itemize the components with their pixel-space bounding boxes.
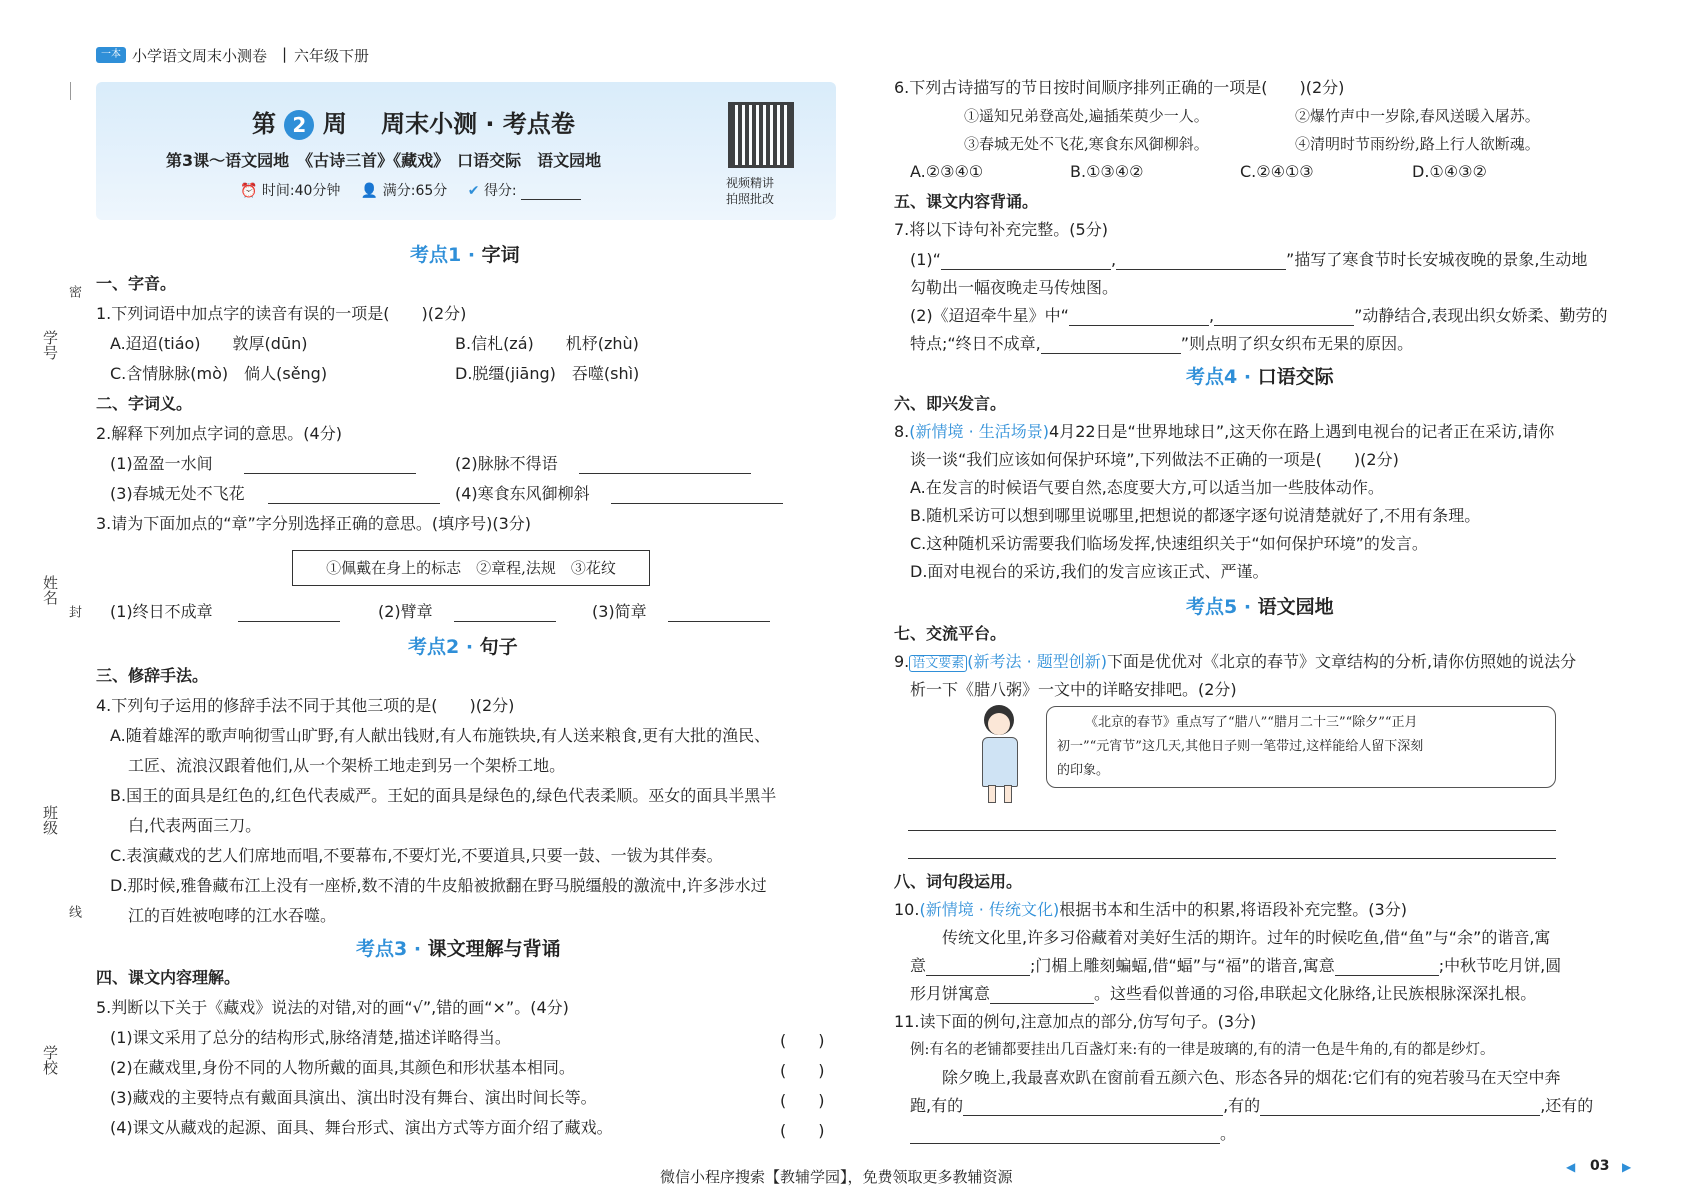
kaodian-2-title: 考点2 · 句子 bbox=[408, 636, 518, 658]
q11-example: 例:有名的老铺都要挂出几百盏灯来:有的一律是玻璃的,有的清一色是牛角的,有的都是纱灯。 bbox=[910, 1042, 1495, 1058]
q10-blank-1[interactable] bbox=[926, 959, 1030, 976]
side-xingming: 姓名 bbox=[41, 575, 59, 605]
q11-line-2: 跑,有的 ,有的 ,还有的 bbox=[910, 1096, 1594, 1115]
q5-item-1: (1)课文采用了总分的结构形式,脉络清楚,描述详略得当。 bbox=[110, 1028, 511, 1047]
q4-option-d-1[interactable]: D.那时候,雅鲁藏布江上没有一座桥,数不清的牛皮船被掀翻在野马脱缰般的激流中,许多涉水过 bbox=[110, 876, 767, 895]
q3-blank-3[interactable] bbox=[668, 605, 770, 622]
side-xuehao: 学号 bbox=[41, 330, 59, 360]
q4-option-b-2: 白,代表两面三刀。 bbox=[128, 816, 262, 835]
title-banner bbox=[96, 82, 836, 220]
q8-option-b[interactable]: B.随机采访可以想到哪里说哪里,把想说的都逐字逐句说清楚就好了,不用有条理。 bbox=[910, 506, 1481, 525]
q3-item-3: (3)简章 bbox=[592, 602, 770, 622]
q4-option-a-2: 工匠、流浪汉跟着他们,从一个架桥工地走到另一个架桥工地。 bbox=[128, 756, 566, 775]
section-6: 六、即兴发言。 bbox=[894, 394, 1007, 413]
q1-option-d[interactable]: D.脱缰(jiāng) 吞噬(shì) bbox=[455, 364, 640, 383]
kaodian-3-title: 考点3 · 课文理解与背诵 bbox=[356, 938, 561, 960]
q5-answer-1[interactable]: ( ) bbox=[780, 1031, 825, 1050]
q6-line-1: ①遥知兄弟登高处,遍插茱萸少一人。 bbox=[964, 107, 1209, 125]
q8-scene-tag: (新情境 · 生活场景) bbox=[909, 422, 1050, 441]
bubble-line-3: 的印象。 bbox=[1057, 763, 1110, 778]
section-8: 八、词句段运用。 bbox=[894, 872, 1023, 891]
q7-stem: 7.将以下诗句补充完整。(5分) bbox=[894, 220, 1108, 239]
q7-blank-1[interactable] bbox=[941, 253, 1111, 270]
footer-promo: 微信小程序搜索【教辅学园】，免费领取更多教辅资源 bbox=[660, 1168, 1013, 1186]
q1-option-b[interactable]: B.信札(zá) 机杼(zhù) bbox=[455, 334, 639, 353]
q2-stem: 2.解释下列加点字词的意思。(4分) bbox=[96, 424, 342, 443]
q2-blank-1[interactable] bbox=[244, 457, 416, 474]
q8-stem-cont: 谈一谈“我们应该如何保护环境”,下列做法不正确的一项是( )(2分) bbox=[910, 450, 1399, 469]
score-blank[interactable] bbox=[521, 183, 581, 200]
q11-blank-2[interactable] bbox=[1260, 1099, 1540, 1116]
q7-blank-4[interactable] bbox=[1214, 309, 1354, 326]
q10-line-2: 意 ;门楣上雕刻蝙蝠,借“蝠”与“福”的谐音,寓意 ;中秋节吃月饼,圆 bbox=[910, 956, 1562, 975]
girl-illustration bbox=[970, 705, 1030, 805]
q1-option-a[interactable]: A.迢迢(tiáo) 敦厚(dūn) bbox=[110, 334, 308, 353]
q7-blank-2[interactable] bbox=[1116, 253, 1286, 270]
side-xian: 线 bbox=[66, 905, 81, 918]
q5-item-3: (3)藏戏的主要特点有戴面具演出、演出时没有舞台、演出时间长等。 bbox=[110, 1088, 597, 1107]
check-icon: ✔ bbox=[467, 183, 480, 199]
kaodian-1-title: 考点1 · 字词 bbox=[410, 244, 520, 266]
section-4: 四、课文内容理解。 bbox=[96, 968, 241, 987]
q8-option-a[interactable]: A.在发言的时候语气要自然,态度要大方,可以适当加一些肢体动作。 bbox=[910, 478, 1384, 497]
q11-blank-1[interactable] bbox=[963, 1099, 1223, 1116]
qr-caption-1: 视频精讲 bbox=[726, 176, 775, 190]
q4-option-d-2: 江的百姓被咆哮的江水吞噬。 bbox=[128, 906, 337, 925]
q5-answer-2[interactable]: ( ) bbox=[780, 1061, 825, 1080]
q5-answer-4[interactable]: ( ) bbox=[780, 1121, 825, 1140]
time-label: 时间:40分钟 bbox=[261, 183, 341, 199]
q10-blank-3[interactable] bbox=[990, 987, 1094, 1004]
q7-item-1-cont: 勾勒出一幅夜晚走马传烛图。 bbox=[910, 278, 1119, 297]
binding-line bbox=[70, 82, 71, 100]
q9-method-tag: (新考法 · 题型创新) bbox=[967, 652, 1108, 671]
banner-meta bbox=[240, 180, 581, 200]
q11-stem: 11.读下面的例句,注意加点的部分,仿写句子。(3分) bbox=[894, 1012, 1257, 1031]
q6-line-4: ④清明时节雨纷纷,路上行人欲断魂。 bbox=[1295, 135, 1540, 153]
q3-blank-1[interactable] bbox=[238, 605, 340, 622]
q10-stem: 10.(新情境 · 传统文化)根据书本和生活中的积累,将语段补充完整。(3分) bbox=[894, 900, 1407, 919]
q11-line-3: 。 bbox=[910, 1124, 1236, 1144]
q3-option-box: ①佩戴在身上的标志 ②章程,法规 ③花纹 bbox=[292, 550, 650, 586]
banner-title: 周末小测 · 考点卷 bbox=[381, 110, 575, 138]
q9-answer-line-2[interactable] bbox=[908, 858, 1556, 859]
q10-culture-tag: (新情境 · 传统文化) bbox=[919, 900, 1060, 919]
banner-scope: 第3课～语文园地 《古诗三首》《藏戏》 口语交际 语文园地 bbox=[166, 151, 602, 170]
q4-option-b-1[interactable]: B.国王的面具是红色的,红色代表威严。王妃的面具是绿色的,绿色代表柔顺。巫女的面具半黑半 bbox=[110, 786, 777, 805]
q9-stem-cont: 析一下《腊八粥》一文中的详略安排吧。(2分) bbox=[910, 680, 1237, 699]
q4-stem: 4.下列句子运用的修辞手法不同于其他三项的是( )(2分) bbox=[96, 696, 515, 715]
bubble-line-1: 《北京的春节》重点写了“腊八”“腊月二十三”“除夕”“正月 bbox=[1085, 715, 1418, 730]
q2-item-4: (4)寒食东风御柳斜 bbox=[455, 484, 783, 504]
clock-icon: ⏰ bbox=[240, 183, 258, 199]
kaodian-4-title: 考点4 · 口语交际 bbox=[1186, 366, 1334, 388]
series-title: 小学语文周末小测卷 bbox=[132, 47, 268, 65]
side-mi: 密 bbox=[66, 285, 81, 298]
q1-stem: 1.下列词语中加点字的读音有误的一项是( )(2分) bbox=[96, 304, 467, 323]
q9-answer-line-1[interactable] bbox=[908, 830, 1556, 831]
q8-option-d[interactable]: D.面对电视台的采访,我们的发言应该正式、严谨。 bbox=[910, 562, 1269, 581]
q10-line-1: 传统文化里,许多习俗藏着对美好生活的期许。过年的时候吃鱼,借“鱼”与“余”的谐音,寓 bbox=[942, 928, 1551, 947]
qr-caption-2: 拍照批改 bbox=[726, 192, 775, 206]
q9-element-tag: 语文要素 bbox=[909, 655, 967, 672]
q7-item-1: (1)“ , ”描写了寒食节时长安城夜晚的景象,生动地 bbox=[910, 250, 1588, 269]
q9-stem: 9. 语文要素 (新考法 · 题型创新)下面是优优对《北京的春节》文章结构的分析,请你仿照她的说法分 bbox=[894, 652, 1577, 671]
q3-item-1: (1)终日不成章 bbox=[110, 602, 340, 622]
q6-stem: 6.下列古诗描写的节日按时间顺序排列正确的一项是( )(2分) bbox=[894, 78, 1345, 97]
bubble-line-2: 初一”“元宵节”这几天,其他日子则一笔带过,这样能给人留下深刻 bbox=[1057, 739, 1424, 754]
page-number: 03 bbox=[1590, 1158, 1610, 1174]
side-banji: 班级 bbox=[41, 805, 59, 835]
q2-blank-4[interactable] bbox=[611, 487, 783, 504]
q6-line-3: ③春城无处不飞花,寒食东风御柳斜。 bbox=[964, 135, 1209, 153]
q11-blank-3[interactable] bbox=[910, 1127, 1220, 1144]
q7-blank-5[interactable] bbox=[1041, 337, 1181, 354]
q10-blank-2[interactable] bbox=[1335, 959, 1439, 976]
q1-option-c[interactable]: C.含情脉脉(mò) 倘人(sěng) bbox=[110, 364, 328, 383]
q2-item-2: (2)脉脉不得语 bbox=[455, 454, 751, 474]
q2-item-1: (1)盈盈一水间 bbox=[110, 454, 416, 474]
week-heading: 第 2 周 周末小测 · 考点卷 bbox=[252, 110, 575, 138]
q6-option-b[interactable]: B.①③④② bbox=[1070, 162, 1144, 181]
q2-blank-3[interactable] bbox=[268, 487, 440, 504]
q8-stem: 8.(新情境 · 生活场景)4月22日是“世界地球日”,这天你在路上遇到电视台的记者正在采访,请你 bbox=[894, 422, 1555, 441]
q6-option-c[interactable]: C.②④①③ bbox=[1240, 162, 1314, 181]
q5-answer-3[interactable]: ( ) bbox=[780, 1091, 825, 1110]
q4-option-a-1[interactable]: A.随着雄浑的歌声响彻雪山旷野,有人献出钱财,有人布施铁块,有人送来粮食,更有大批的渔民、 bbox=[110, 726, 771, 745]
q3-blank-2[interactable] bbox=[454, 605, 556, 622]
speech-bubble bbox=[1046, 706, 1556, 788]
week-number-badge: 2 bbox=[284, 110, 314, 140]
q8-option-c[interactable]: C.这种随机采访需要我们临场发挥,快速组织关于“如何保护环境”的发言。 bbox=[910, 534, 1428, 553]
grade-label: 六年级下册 bbox=[294, 47, 370, 65]
page-prev-icon[interactable]: ◀ bbox=[1566, 1160, 1576, 1174]
q7-item-2-cont: 特点;“终日不成章, ”则点明了织女织布无果的原因。 bbox=[910, 334, 1414, 353]
section-3: 三、修辞手法。 bbox=[96, 666, 209, 685]
score-label: 得分: bbox=[483, 183, 517, 199]
q6-option-a[interactable]: A.②③④① bbox=[910, 162, 984, 181]
section-1: 一、字音。 bbox=[96, 274, 177, 293]
section-2: 二、字词义。 bbox=[96, 394, 193, 413]
brand-badge: 一本 bbox=[96, 47, 126, 63]
q5-item-2: (2)在藏戏里,身份不同的人物所戴的面具,其颜色和形状基本相同。 bbox=[110, 1058, 575, 1077]
q7-blank-3[interactable] bbox=[1069, 309, 1209, 326]
side-feng: 封 bbox=[66, 605, 81, 618]
q3-stem: 3.请为下面加点的“章”字分别选择正确的意思。(填序号)(3分) bbox=[96, 514, 531, 533]
q6-option-d[interactable]: D.①④③② bbox=[1412, 162, 1487, 181]
q6-line-2: ②爆竹声中一岁除,春风送暖入屠苏。 bbox=[1295, 107, 1540, 125]
q5-stem: 5.判断以下关于《藏戏》说法的对错,对的画“√”,错的画“×”。(4分) bbox=[96, 998, 569, 1017]
q2-item-3: (3)春城无处不飞花 bbox=[110, 484, 440, 504]
full-score-label: 满分:65分 bbox=[382, 183, 448, 199]
q4-option-c[interactable]: C.表演藏戏的艺人们席地而唱,不要幕布,不要灯光,不要道具,只要一鼓、一钹为其伴奏。 bbox=[110, 846, 723, 865]
q3-item-2: (2)臂章 bbox=[378, 602, 556, 622]
q11-line-1: 除夕晚上,我最喜欢趴在窗前看五颜六色、形态各异的烟花:它们有的宛若骏马在天空中奔 bbox=[942, 1068, 1561, 1087]
q7-item-2: (2)《迢迢牵牛星》中“ , ”动静结合,表现出织女娇柔、勤劳的 bbox=[910, 306, 1608, 325]
side-xuexiao: 学校 bbox=[41, 1045, 59, 1075]
q2-blank-2[interactable] bbox=[579, 457, 751, 474]
section-5: 五、课文内容背诵。 bbox=[894, 192, 1039, 211]
page-next-icon[interactable]: ▶ bbox=[1622, 1160, 1632, 1174]
qr-code[interactable] bbox=[728, 102, 794, 168]
section-7: 七、交流平台。 bbox=[894, 624, 1007, 643]
q10-line-3: 形月饼寓意 。这些看似普通的习俗,串联起文化脉络,让民族根脉深深扎根。 bbox=[910, 984, 1537, 1003]
q5-item-4: (4)课文从藏戏的起源、面具、舞台形式、演出方式等方面介绍了藏戏。 bbox=[110, 1118, 613, 1137]
kaodian-5-title: 考点5 · 语文园地 bbox=[1186, 596, 1334, 618]
person-icon: 👤 bbox=[360, 183, 379, 199]
